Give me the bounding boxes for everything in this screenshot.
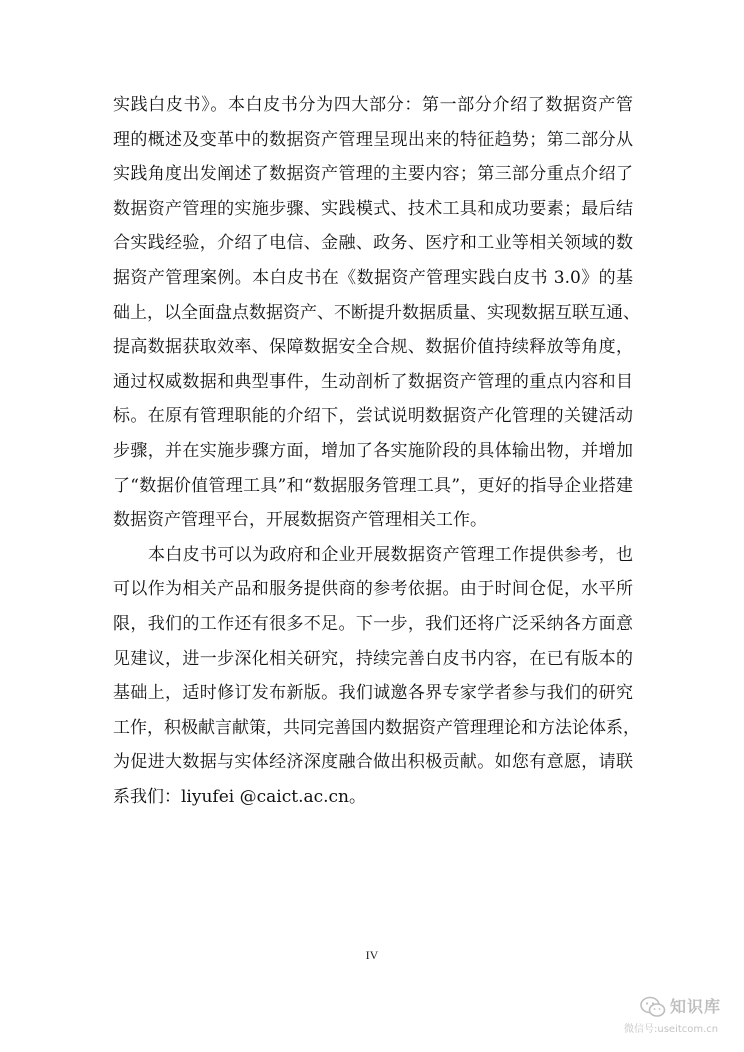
page-number: IV	[365, 948, 379, 962]
body-text	[113, 88, 640, 814]
paragraph	[113, 538, 640, 815]
text-line: 实践角度出发阐述了数据资产管理的主要内容；第三部分重点介绍了	[113, 164, 633, 185]
wechat-icon	[640, 996, 666, 1018]
watermark	[624, 994, 734, 1040]
watermark-subtitle: 微信号:useitcom.cn	[624, 1024, 719, 1035]
text-line: 理的概述及变革中的数据资产管理呈现出来的特征趋势；第二部分从	[113, 129, 633, 150]
text-line: 工作，积极献言献策，共同完善国内数据资产管理理论和方法论体系，	[113, 717, 640, 738]
text-line: 提高数据获取效率、保障数据安全合规、数据价值持续释放等角度，	[113, 337, 633, 358]
text-line: 数据资产管理的实施步骤、实践模式、技术工具和成功要素；最后结	[113, 198, 633, 219]
text-line: 础上，以全面盘点数据资产、不断提升数据质量、实现数据互联互通、	[113, 302, 640, 323]
text-line: 可以作为相关产品和服务提供商的参考依据。由于时间仓促，水平所	[113, 579, 633, 600]
text-line: 见建议，进一步深化相关研究，持续完善白皮书内容，在已有版本的	[113, 648, 633, 669]
text-line: 据资产管理案例。本白皮书在《数据资产管理实践白皮书 3.0》的基	[113, 267, 633, 288]
text-line: 限，我们的工作还有很多不足。下一步，我们还将广泛采纳各方面意	[113, 613, 633, 634]
text-line: 合实践经验，介绍了电信、金融、政务、医疗和工业等相关领域的数	[113, 233, 633, 254]
paragraph	[113, 88, 640, 538]
text-line: 通过权威数据和典型事件，生动剖析了数据资产管理的重点内容和目	[113, 371, 633, 392]
text-line: 了“数据价值管理工具”和“数据服务管理工具”，更好的指导企业搭建	[113, 475, 633, 496]
text-line: 步骤，并在实施步骤方面，增加了各实施阶段的具体输出物，并增加	[113, 440, 633, 461]
text-line: 本白皮书可以为政府和企业开展数据资产管理工作提供参考，也	[148, 544, 633, 565]
text-line: 实践白皮书》。本白皮书分为四大部分：第一部分介绍了数据资产管	[113, 95, 633, 115]
text-line: 基础上，适时修订发布新版。我们诚邀各界专家学者参与我们的研究	[113, 683, 633, 704]
text-line: 数据资产管理平台，开展数据资产管理相关工作。	[113, 510, 487, 531]
text-line: 为促进大数据与实体经济深度融合做出积极贡献。如您有意愿，请联	[113, 752, 633, 773]
watermark-brand: 知识库	[670, 997, 722, 1016]
text-line: 系我们：liyufei @caict.ac.cn。	[113, 786, 366, 807]
text-line: 标。在原有管理职能的介绍下，尝试说明数据资产化管理的关键活动	[113, 406, 633, 427]
